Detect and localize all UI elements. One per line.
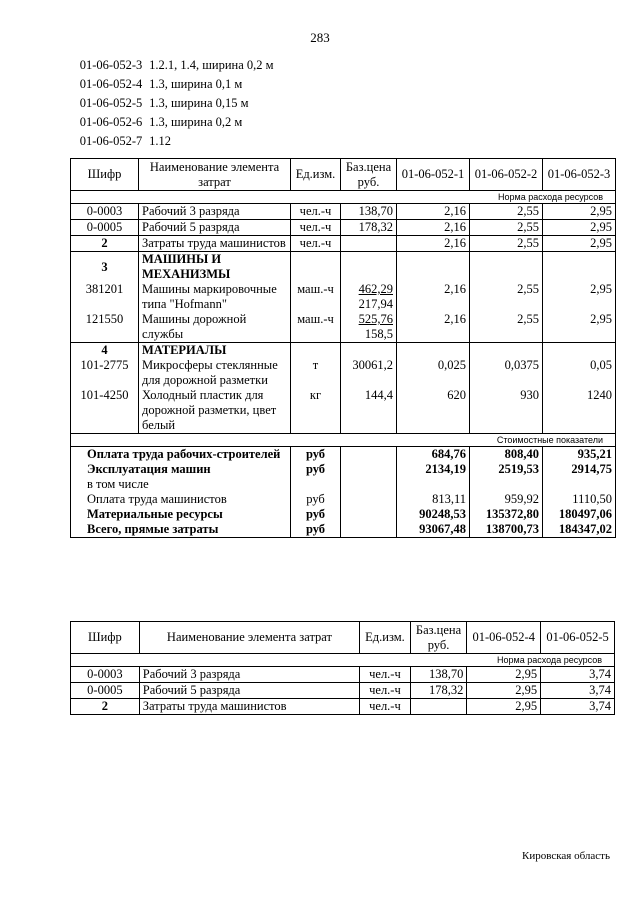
cost-label-row: Стоимостные показатели (71, 434, 616, 447)
table-row: 381201 Машины маркировочные типа "Hofmann" маш.-ч 462,29 217,94 2,16 2,55 2,95 (71, 282, 616, 312)
code-item: 01-06-052-4 1.3, ширина 0,1 м (79, 77, 243, 91)
cost-row: Материальные ресурсы руб 90248,53 135372,80 180497,06 (71, 507, 616, 522)
footer-region: Кировская область (521, 850, 610, 862)
code-item: 01-06-052-5 1.3, ширина 0,15 м (79, 96, 249, 110)
cost-row: Всего, прямые затраты руб 93067,48 138700,73 184347,02 (71, 522, 616, 538)
col-header: 01-06-052-1 (397, 159, 470, 191)
code-item: 01-06-052-3 1.2.1, 1.4, ширина 0,2 м (79, 58, 274, 72)
col-header: 01-06-052-2 (470, 159, 543, 191)
code-item: 01-06-052-7 1.12 (79, 134, 171, 148)
norm-label-row: Норма расхода ресурсов (71, 191, 616, 204)
section-row-materials: 4 МАТЕРИАЛЫ (71, 343, 616, 359)
col-header: Ед.изм. (291, 159, 341, 191)
col-header: Наименование элемента затрат (139, 622, 359, 654)
col-header: Ед.изм. (360, 622, 411, 654)
table-row: 0-0005 Рабочий 5 разряда чел.-ч 178,32 2,95 3,74 (71, 683, 615, 699)
table-row: 2 Затраты труда машинистов чел.-ч 2,16 2,55 2,95 (71, 236, 616, 252)
code-list (76, 56, 274, 151)
cost-row: Эксплуатация машин руб 2134,19 2519,53 2914,75 (71, 462, 616, 477)
code-item: 01-06-052-6 1.3, ширина 0,2 м (79, 115, 243, 129)
resource-table-1 (70, 158, 616, 538)
table-row: 0-0003 Рабочий 3 разряда чел.-ч 138,70 2,16 2,55 2,95 (71, 204, 616, 220)
col-header: 01-06-052-4 (467, 622, 541, 654)
norm-label-row: Норма расхода ресурсов (71, 654, 615, 667)
section-row-machines: 3 МАШИНЫ И МЕХАНИЗМЫ (71, 252, 616, 283)
cost-row: Оплата труда машинистов руб 813,11 959,92 1110,50 (71, 492, 616, 507)
table-header-row (71, 622, 615, 654)
col-header: 01-06-052-3 (543, 159, 616, 191)
page-number: 283 (310, 30, 330, 45)
col-header: Шифр (71, 159, 139, 191)
cost-row: в том числе (71, 477, 616, 492)
col-header: Баз.цена руб. (341, 159, 397, 191)
col-header: 01-06-052-5 (541, 622, 615, 654)
table-row: 2 Затраты труда машинистов чел.-ч 2,95 3,74 (71, 699, 615, 715)
cost-row: Оплата труда рабочих-строителей руб 684,76 808,40 935,21 (71, 447, 616, 463)
table-row: 121550 Машины дорожной службы маш.-ч 525,76 158,5 2,16 2,55 2,95 (71, 312, 616, 343)
resource-table-2 (70, 621, 615, 715)
table-row: 0-0003 Рабочий 3 разряда чел.-ч 138,70 2,95 3,74 (71, 667, 615, 683)
col-header: Баз.цена руб. (410, 622, 467, 654)
table-row: 0-0005 Рабочий 5 разряда чел.-ч 178,32 2,16 2,55 2,95 (71, 220, 616, 236)
col-header: Шифр (71, 622, 140, 654)
col-header: Наименование элемента затрат (139, 159, 291, 191)
table-row: 101-4250 Холодный пластик для дорожной разметки, цвет белый кг 144,4 620 930 1240 (71, 388, 616, 434)
table-header-row (71, 159, 616, 191)
table-row: 101-2775 Микросферы стеклянные для дорожной разметки т 30061,2 0,025 0,0375 0,05 (71, 358, 616, 388)
